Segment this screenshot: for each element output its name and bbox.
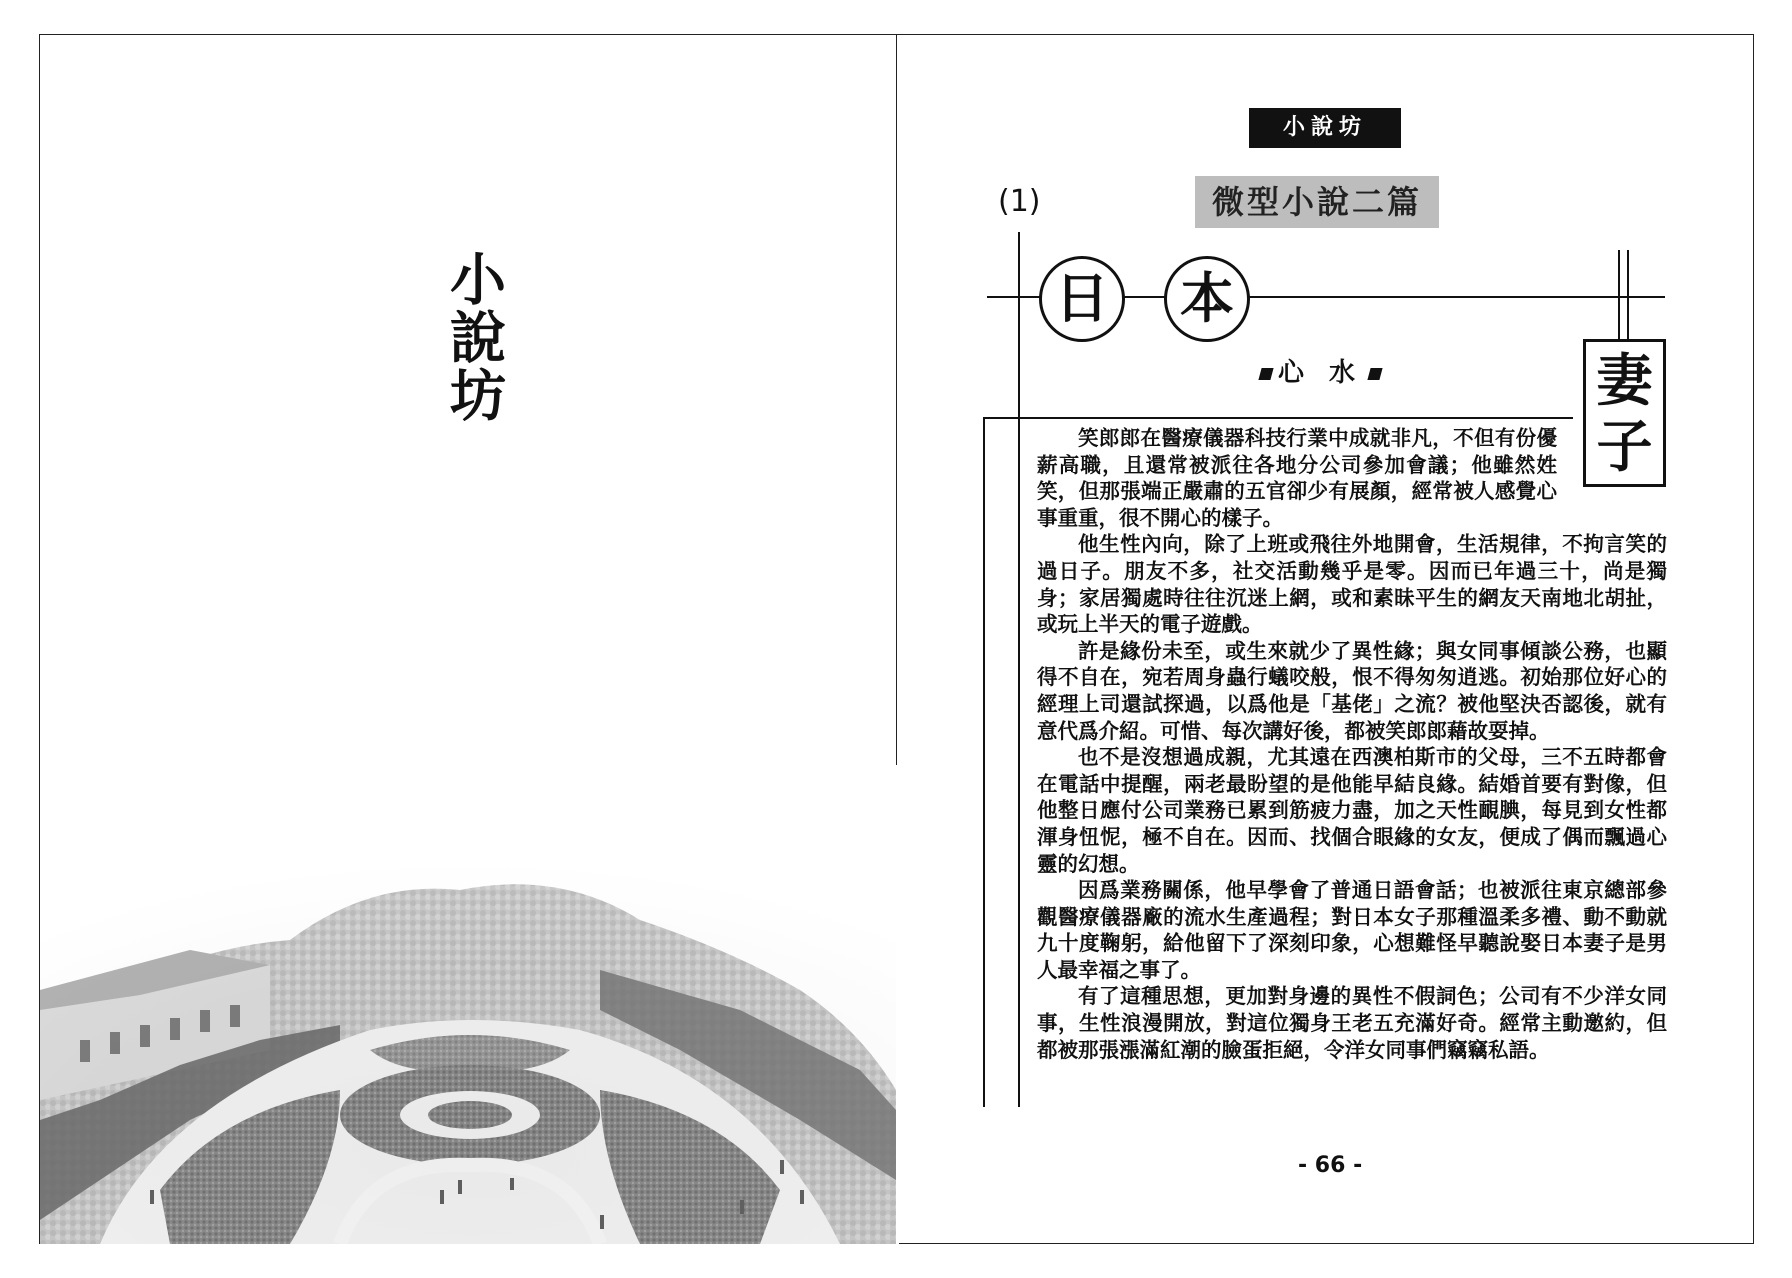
body-rule-vertical-inner [1018,417,1020,1107]
section-title-vertical: 小說坊 [441,250,507,424]
paragraph: 也不是沒想過成親，尤其遠在西澳柏斯市的父母，三不五時都會在電話中提醒，兩老最盼望的是他能早結良緣。結婚首要有對像，但他整日應付公司業務已累到筋疲力盡，加之天性靦腆，每見到女性都渾身忸怩，極不自在。因而、找個合眼緣的女友，便成了偶而飄過心靈的幻想。 [1037,745,1667,876]
author-name: 心 水 [1278,358,1364,388]
title-box-clearance [1557,425,1667,513]
title-circle-char-1: 日 [1039,256,1125,342]
title-circle-char-2: 本 [1164,256,1250,342]
title-rule-vertical-right-a [1618,250,1620,340]
title-rule-horizontal-body [983,417,1573,419]
title-rule-vertical-right-b [1627,250,1629,340]
title-rule-vertical-left [1018,232,1020,420]
paragraph: 許是緣份未至，或生來就少了異性緣；與女同事傾談公務，也顯得不自在，宛若周身蟲行蟻咬般，恨不得匆匆逍逃。初始那位好心的經理上司還試探過，以爲他是「基佬」之流？被他堅決否認後，就有意代爲介紹。可惜、每次講好後，都被笑郎郎藉故耍掉。 [1037,638,1667,743]
page-number: - 66 - [1298,1153,1363,1178]
paragraph: 他生性內向，除了上班或飛往外地開會，生活規律，不拘言笑的過日子。朋友不多，社交活動幾乎是零。因而已年過三十，尚是獨身；家居獨處時往往沉迷上網，或和素昧平生的網友天南地北胡扯，或玩上半天的電子遊戲。 [1037,532,1667,637]
story-title-box: 妻子 [1583,339,1666,487]
paragraph: 有了這種思想，更加對身邊的異性不假詞色；公司有不少洋女同事，生性浪漫開放，對這位獨身王老五充滿好奇。經常主動邀約，但都被那張漲滿紅潮的臉蛋拒絕，令洋女同事們竊竊私語。 [1037,984,1667,1062]
series-number: (1) [998,184,1041,219]
square-bullet-icon [1258,368,1273,380]
section-kicker: 小說坊 [1249,108,1401,148]
garden-photo-illustration [40,860,896,1244]
story-body [1037,425,1667,1063]
paragraph: 笑郎郎在醫療儀器科技行業中成就非凡，不但有份優薪高職，且還常被派往各地分公司參加會議；他雖然姓笑，但那張端正嚴肅的五官卻少有展顏，經常被人感覺心事重重，很不開心的樣子。 [1037,426,1557,530]
square-bullet-icon [1367,368,1382,380]
author-byline [1254,352,1387,389]
series-title: 微型小說二篇 [1195,176,1439,228]
body-rule-vertical-outer [983,417,985,1107]
garden-photo [40,860,896,1244]
paragraph: 因爲業務關係，他早學會了普通日語會話；也被派往東京總部參觀醫療儀器廠的流水生產過程；對日本女子那種溫柔多禮、動不動就九十度鞠躬，給他留下了深刻印象，心想難怪早聽說娶日本妻子是男人最幸福之事了。 [1037,878,1667,982]
